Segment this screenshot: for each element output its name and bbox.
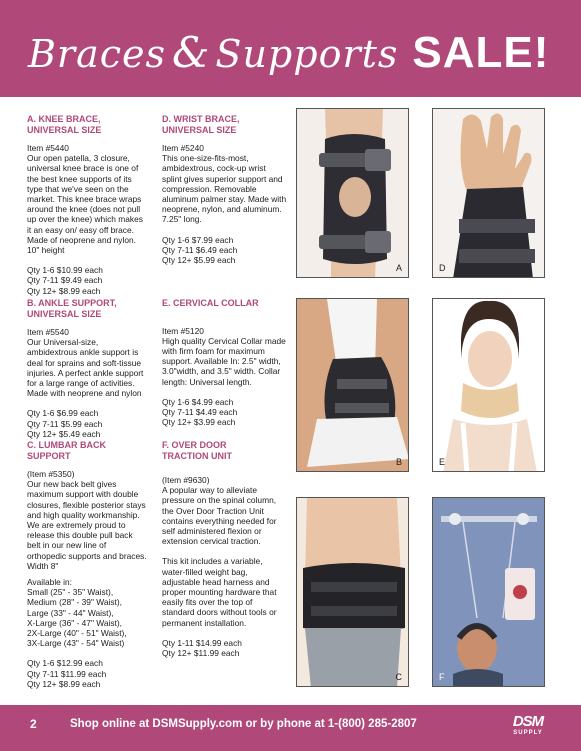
product-b-title-line2: UNIVERSAL SIZE xyxy=(27,308,102,319)
photo-wrist-brace[interactable] xyxy=(432,108,545,278)
title-sale: SALE! xyxy=(412,28,550,77)
product-e-price-3: Qty 12+ $3.99 each xyxy=(162,417,236,428)
product-c-title-line1: C. LUMBAR BACK xyxy=(27,440,106,450)
photo-label-b: B xyxy=(395,457,402,467)
product-a-title[interactable] xyxy=(27,114,147,135)
product-d-item: Item #5240 xyxy=(162,143,204,153)
photo-lumbar-support[interactable] xyxy=(296,497,409,687)
product-e-title-line1: E. CERVICAL COLLAR xyxy=(162,298,259,308)
page-number: 2 xyxy=(30,717,37,731)
product-d-price-1: Qty 1-6 $7.99 each xyxy=(162,234,234,245)
product-c-available: Available in: xyxy=(27,577,73,588)
photo-label-a: A xyxy=(395,263,402,273)
product-a-item: Item #5440 xyxy=(27,143,69,153)
photo-knee-brace[interactable] xyxy=(296,108,409,278)
product-d-title-line2: UNIVERSAL SIZE xyxy=(162,124,237,135)
wrist-brace-illustration xyxy=(433,109,545,278)
product-f-title[interactable] xyxy=(162,440,287,461)
photo-cervical-collar[interactable] xyxy=(432,298,545,472)
product-e-price-1: Qty 1-6 $4.99 each xyxy=(162,396,234,407)
product-d xyxy=(162,114,287,265)
product-f-price-1: Qty 1-11 $14.99 each xyxy=(162,637,242,648)
product-e-description: High quality Cervical Collar made with firm foam for maximum support. Available In: 2.5" width, 3.0"width, and 3.5" width. Collar length: Universal length. xyxy=(162,335,286,387)
product-b-price-1: Qty 1-6 $6.99 each xyxy=(27,408,99,419)
product-e-title[interactable] xyxy=(162,298,287,309)
product-c-price-3: Qty 12+ $8.99 each xyxy=(27,678,101,689)
product-f-price-2: Qty 12+ $11.99 each xyxy=(162,648,240,659)
product-f-title-line2: TRACTION UNIT xyxy=(162,450,232,461)
product-c-title-line2: SUPPORT xyxy=(27,450,71,461)
product-b-item: Item #5540 xyxy=(27,327,69,337)
product-c-price-2: Qty 7-11 $11.99 each xyxy=(27,668,107,679)
product-c-size: X-Large (36" - 47" Waist), xyxy=(27,617,122,628)
product-e xyxy=(162,298,287,427)
product-a-title-line2: UNIVERSAL SIZE xyxy=(27,124,102,135)
product-c-title[interactable] xyxy=(27,440,147,461)
product-c-size: 3X-Large (43" - 54" Waist) xyxy=(27,638,125,649)
product-d-price-3: Qty 12+ $5.99 each xyxy=(162,255,236,266)
photo-label-c: C xyxy=(395,672,402,682)
photo-label-e: E xyxy=(439,457,446,467)
product-c-size: Large (33" - 44" Waist), xyxy=(27,607,114,618)
logo-main-text: DSM xyxy=(512,713,544,730)
product-a xyxy=(27,114,147,296)
shop-online-text[interactable]: Shop online at DSMSupply.com or by phone at 1-(800) 285-2807 xyxy=(70,718,417,730)
product-b-price-2: Qty 7-11 $5.99 each xyxy=(27,418,103,429)
product-f-description: A popular way to alleviate pressure on the spinal column, the Over Door Traction Unit contains everything needed for self administered flexion or extension cervical traction. xyxy=(162,485,277,547)
product-b-title[interactable] xyxy=(27,298,147,319)
dsm-supply-logo[interactable] xyxy=(504,714,552,737)
product-f-description-2: This kit includes a variable, water-filled weight bag, adjustable head harness and proper mounting hardware that easily fits over the top of standard doors without tools or permanent installation. xyxy=(162,556,277,628)
product-c-size: Medium (28" - 39" Waist), xyxy=(27,597,122,608)
product-a-price-3: Qty 12+ $8.99 each xyxy=(27,285,101,296)
product-b-title-line1: B. ANKLE SUPPORT, xyxy=(27,298,117,308)
product-c-description: Our new back belt gives maximum support with double closures, flexible posterior stays and high quality workmanship. We are extremely proud to release this double pull back belt in our new line of orthopedic supports and braces. Width 8" xyxy=(27,479,147,571)
footer-bar xyxy=(0,705,581,751)
product-b-description: Our Universal-size, ambidextrous ankle support is deal for sprains and soft-tissue injuries. A perfect ankle support for a large range of activities. Made with neoprene and nylon xyxy=(27,337,144,399)
product-c-price-1: Qty 1-6 $12.99 each xyxy=(27,658,103,669)
photo-label-f: F xyxy=(439,672,445,682)
photo-label-d: D xyxy=(439,263,446,273)
photo-ankle-support[interactable] xyxy=(296,298,409,472)
product-d-title[interactable] xyxy=(162,114,287,135)
traction-unit-illustration xyxy=(433,498,545,687)
product-a-price-2: Qty 7-11 $9.49 each xyxy=(27,275,103,286)
title-supports: Supports xyxy=(215,32,399,76)
product-c-item: (Item #5350) xyxy=(27,469,75,479)
product-f xyxy=(162,440,287,658)
product-d-description: This one-size-fits-most, ambidextrous, cock-up wrist splint gives superior support and compression. Removable aluminum palmer stay. Made with neoprene, nylon, and aluminum. 7.25" long. xyxy=(162,153,287,225)
photo-traction-unit[interactable] xyxy=(432,497,545,687)
product-c-size: Small (25" - 35" Waist), xyxy=(27,587,114,598)
product-a-description: Our open patella, 3 closure, universal knee brace is one of the best knee supports of its type that we've seen on the market. This knee brace wraps around the knee (does not pull up over the knee) which makes it an easy on/ easy off brace. Made of neoprene and nylon. 10" height xyxy=(27,153,143,256)
title-ampersand: & xyxy=(172,28,210,77)
product-d-title-line1: D. WRIST BRACE, xyxy=(162,114,240,124)
page-title xyxy=(28,28,549,78)
knee-brace-illustration xyxy=(297,109,409,278)
product-e-price-2: Qty 7-11 $4.49 each xyxy=(162,406,238,417)
product-f-title-line1: F. OVER DOOR xyxy=(162,440,227,450)
lumbar-support-illustration xyxy=(297,498,409,687)
product-c-size: 2X-Large (40" - 51" Waist), xyxy=(27,628,127,639)
cervical-collar-illustration xyxy=(433,299,545,472)
product-b xyxy=(27,298,147,439)
header-banner xyxy=(0,0,581,97)
product-f-item: (Item #9630) xyxy=(162,475,210,485)
title-braces: Braces xyxy=(28,32,167,76)
product-b-price-3: Qty 12+ $5.49 each xyxy=(27,428,101,439)
product-e-item: Item #5120 xyxy=(162,325,204,336)
ankle-support-illustration xyxy=(297,299,409,472)
logo-sub-text: SUPPLY xyxy=(513,730,543,736)
product-a-title-line1: A. KNEE BRACE, xyxy=(27,114,101,124)
product-c xyxy=(27,440,147,689)
product-d-price-2: Qty 7-11 $6.49 each xyxy=(162,244,238,255)
product-a-price-1: Qty 1-6 $10.99 each xyxy=(27,265,103,276)
